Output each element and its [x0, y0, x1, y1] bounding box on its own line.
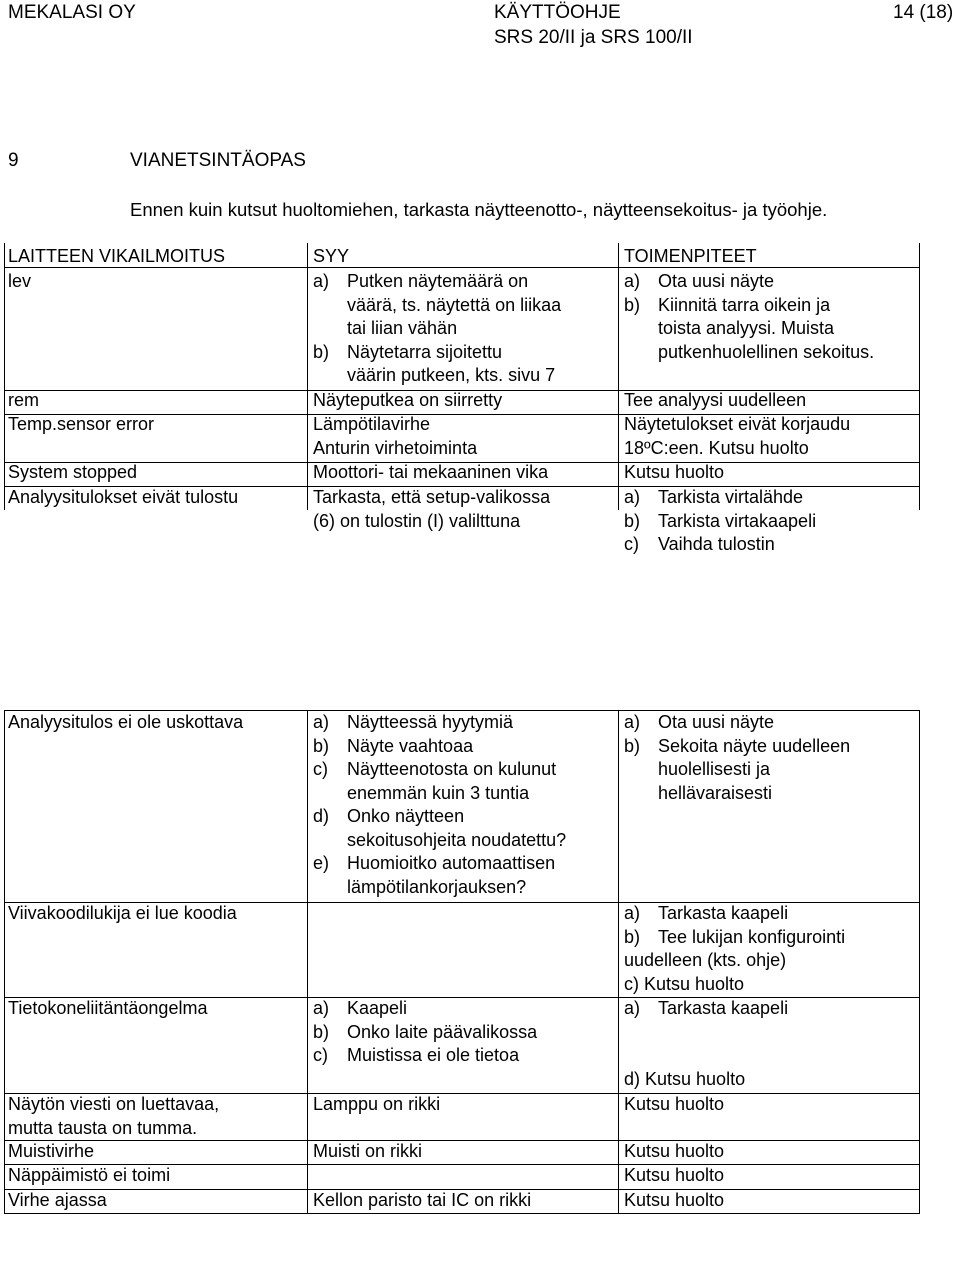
fault-text: Viivakoodilukija ei lue koodia	[8, 903, 237, 923]
cause-line	[313, 876, 526, 900]
list-text: väärä, ts. näytettä on liikaa	[347, 294, 562, 315]
list-text: Kellon paristo tai IC on rikki	[313, 1190, 532, 1210]
list-text: Kiinnitä tarra oikein ja	[658, 294, 831, 315]
cause-line	[313, 510, 520, 534]
table-column-rule	[4, 710, 5, 1213]
action-line	[624, 758, 770, 782]
action-line	[624, 782, 772, 806]
list-text: c) Kutsu huolto	[624, 973, 745, 994]
list-marker: a)	[624, 712, 641, 732]
table-rule	[4, 267, 920, 268]
list-text: Ota uusi näyte	[658, 712, 775, 732]
list-text: Moottori- tai mekaaninen vika	[313, 462, 549, 482]
action-line	[624, 973, 744, 997]
header-action: TOIMENPITEET	[624, 246, 757, 266]
action-line	[624, 341, 874, 365]
table-column-rule	[307, 710, 308, 1213]
list-text: Näyteputkea on siirretty	[313, 390, 503, 410]
cause-line	[313, 782, 529, 806]
cause-line	[313, 317, 457, 341]
cause-line	[313, 805, 464, 829]
cause-line	[313, 270, 528, 294]
header-fault: LAITTEEN VIKAILMOITUS	[8, 246, 226, 266]
list-text: Tarkasta kaapeli	[658, 903, 789, 923]
action-line	[624, 1093, 724, 1117]
list-text: 18ºC:een. Kutsu huolto	[624, 437, 809, 458]
list-marker: b)	[313, 735, 330, 756]
list-text: Kutsu huolto	[624, 1141, 725, 1161]
table-column-rule	[919, 243, 920, 510]
page-number: 14 (18)	[893, 2, 954, 23]
cause-line	[313, 341, 502, 365]
action-line	[624, 317, 834, 341]
list-marker: b)	[313, 1021, 330, 1042]
table-column-rule	[618, 243, 619, 510]
list-marker: c)	[624, 534, 639, 554]
fault-text: Muistivirhe	[8, 1141, 95, 1161]
cause-line	[313, 413, 430, 437]
action-line	[624, 949, 786, 973]
action-line	[624, 711, 774, 735]
list-text: Näytetulokset eivät korjaudu	[624, 414, 851, 434]
list-text: Tee lukijan konfigurointi	[658, 926, 846, 947]
list-text: huolellisesti ja	[658, 759, 771, 779]
list-text: (6) on tulostin (I) valilttuna	[313, 510, 521, 531]
list-text: enemmän kuin 3 tuntia	[347, 782, 530, 803]
cause-line	[313, 437, 477, 461]
list-text: Kutsu huolto	[624, 1190, 725, 1210]
list-text: putkenhuolellinen sekoitus.	[658, 341, 875, 362]
cause-line	[313, 758, 556, 782]
list-text: tai liian vähän	[347, 318, 458, 338]
action-line	[624, 533, 775, 557]
cause-line	[313, 852, 555, 876]
list-marker: e)	[313, 853, 330, 873]
list-text: Lamppu on rikki	[313, 1094, 441, 1114]
action-line	[624, 294, 830, 318]
action-line	[624, 389, 806, 413]
list-text: Tarkasta kaapeli	[658, 998, 789, 1018]
list-text: Muisti on rikki	[313, 1141, 423, 1161]
list-text: Onko laite päävalikossa	[347, 1021, 538, 1042]
company-name: MEKALASI OY	[8, 2, 136, 23]
fault-text: rem	[8, 390, 39, 410]
cause-line	[313, 1093, 440, 1117]
cause-line	[313, 997, 407, 1021]
section-title: VIANETSINTÄOPAS	[130, 150, 306, 171]
table-column-rule	[618, 710, 619, 1213]
cause-line	[313, 1021, 537, 1045]
action-line	[624, 735, 850, 759]
table-column-rule	[4, 243, 5, 510]
list-marker: c)	[313, 759, 328, 779]
list-text: uudelleen (kts. ohje)	[624, 950, 787, 970]
action-line	[624, 486, 803, 510]
list-marker: b)	[624, 926, 641, 947]
fault-text: Tietokoneliitäntäongelma	[8, 998, 208, 1018]
action-line	[624, 1068, 745, 1092]
cause-line	[313, 364, 555, 388]
list-text: Näyte vaahtoaa	[347, 735, 474, 756]
list-marker: d)	[313, 806, 330, 826]
cause-line	[313, 461, 548, 485]
list-text: lämpötilankorjauksen?	[347, 876, 527, 897]
list-text: Tee analyysi uudelleen	[624, 390, 807, 410]
list-marker: a)	[313, 998, 330, 1018]
cause-line	[313, 1140, 422, 1164]
fault-text: Virhe ajassa	[8, 1190, 107, 1210]
list-marker: b)	[624, 294, 641, 315]
list-text: d) Kutsu huolto	[624, 1068, 746, 1089]
list-text: sekoitusohjeita noudatettu?	[347, 829, 567, 850]
action-line	[624, 902, 788, 926]
cause-line	[313, 294, 561, 318]
fault-text: lev	[8, 271, 32, 291]
section-number: 9	[8, 150, 19, 171]
list-text: Kaapeli	[347, 998, 408, 1018]
table-rule	[4, 1140, 920, 1141]
list-marker: b)	[624, 510, 641, 531]
list-marker: b)	[313, 341, 330, 362]
list-marker: a)	[624, 487, 641, 507]
list-text: Näytetarra sijoitettu	[347, 341, 503, 362]
action-line	[624, 461, 724, 485]
list-text: Ota uusi näyte	[658, 271, 775, 291]
action-line	[624, 510, 816, 534]
list-text: Tarkista virtalähde	[658, 487, 804, 507]
list-text: Sekoita näyte uudelleen	[658, 735, 851, 756]
table-column-rule	[919, 710, 920, 1213]
fault-text: Analyysitulokset eivät tulostu	[8, 487, 239, 507]
section-intro: Ennen kuin kutsut huoltomiehen, tarkasta näytteenotto-, näytteensekoitus- ja työohje.	[130, 199, 828, 220]
model-name: SRS 20/II ja SRS 100/II	[494, 27, 693, 48]
fault-text: Näppäimistö ei toimi	[8, 1165, 171, 1185]
list-text: väärin putkeen, kts. sivu 7	[347, 365, 556, 385]
document-type: KÄYTTÖOHJE	[494, 2, 621, 23]
cause-line	[313, 829, 566, 853]
header-cause: SYY	[313, 246, 350, 266]
action-line	[624, 997, 788, 1021]
cause-line	[313, 1044, 519, 1068]
list-text: Onko näytteen	[347, 806, 465, 826]
list-marker: a)	[624, 998, 641, 1018]
table-column-rule	[307, 243, 308, 510]
action-line	[624, 1140, 724, 1164]
list-text: Näytteessä hyytymiä	[347, 712, 514, 732]
action-line	[624, 270, 774, 294]
cause-line	[313, 1189, 531, 1213]
list-text: Huomioitko automaattisen	[347, 853, 556, 873]
list-text: Näytteenotosta on kulunut	[347, 759, 557, 779]
action-line	[624, 926, 845, 950]
cause-line	[313, 486, 550, 510]
list-marker: a)	[624, 271, 641, 291]
list-marker: a)	[313, 712, 330, 732]
list-text: hellävaraisesti	[658, 782, 773, 803]
list-text: Vaihda tulostin	[658, 534, 775, 554]
list-text: Muistissa ei ole tietoa	[347, 1045, 520, 1065]
action-line	[624, 1189, 724, 1213]
table-rule	[4, 1213, 920, 1214]
cause-line	[313, 711, 513, 735]
action-line	[624, 413, 850, 437]
cause-line	[313, 735, 473, 759]
list-text: Kutsu huolto	[624, 1094, 725, 1114]
list-marker: b)	[624, 735, 641, 756]
action-line	[624, 437, 809, 461]
fault-text: Näytön viesti on luettavaa,	[8, 1094, 220, 1114]
list-text: Kutsu huolto	[624, 462, 725, 482]
list-marker: a)	[313, 271, 330, 291]
fault-text: System stopped	[8, 462, 138, 482]
fault-text: Temp.sensor error	[8, 414, 155, 434]
fault-text: mutta tausta on tumma.	[8, 1117, 198, 1138]
list-marker: a)	[624, 903, 641, 923]
list-text: toista analyysi. Muista	[658, 318, 835, 338]
list-text: Kutsu huolto	[624, 1165, 725, 1185]
fault-text: Analyysitulos ei ole uskottava	[8, 712, 244, 732]
list-text: Putken näytemäärä on	[347, 271, 529, 291]
list-text: Tarkasta, että setup-valikossa	[313, 487, 551, 507]
cause-line	[313, 389, 502, 413]
list-text: Tarkista virtakaapeli	[658, 510, 817, 531]
list-marker: c)	[313, 1045, 328, 1065]
list-text: Anturin virhetoiminta	[313, 437, 478, 458]
list-text: Lämpötilavirhe	[313, 414, 431, 434]
action-line	[624, 1164, 724, 1188]
